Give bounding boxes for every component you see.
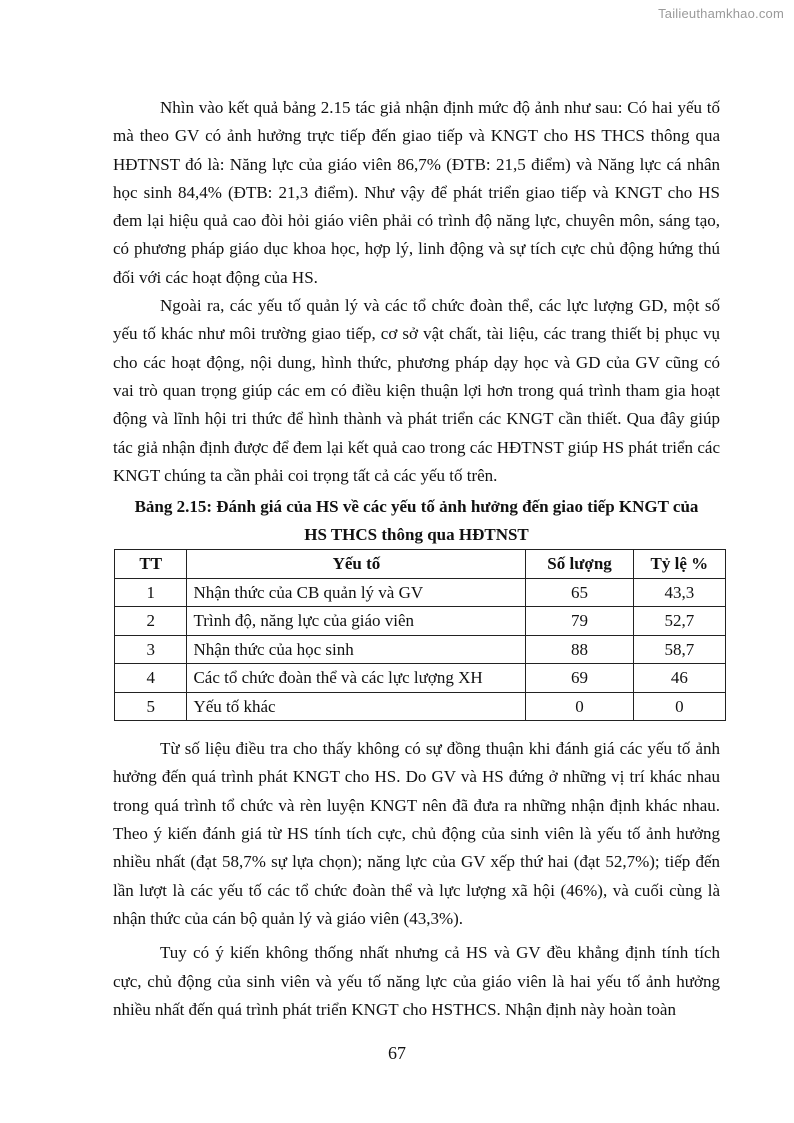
cell-tt: 5 (115, 692, 187, 721)
header-so-luong: Số lượng (526, 550, 633, 579)
cell-so-luong: 0 (526, 692, 633, 721)
cell-so-luong: 88 (526, 635, 633, 664)
cell-tt: 1 (115, 578, 187, 607)
cell-yeu-to: Trình độ, năng lực của giáo viên (187, 607, 526, 636)
cell-so-luong: 65 (526, 578, 633, 607)
table-row (115, 607, 726, 636)
cell-tt: 4 (115, 664, 187, 693)
table-caption-line-2: HS THCS thông qua HĐTNST (304, 525, 529, 545)
paragraph-2: Ngoài ra, các yếu tố quản lý và các tổ chức đoàn thể, các lực lượng GD, một số yếu tố khác như môi trường giao tiếp, cơ sở vật chất, tài liệu, các trang thiết bị phục vụ cho các hoạt động, nội dung, hình thức, phương pháp dạy học và GD của GV cũng có vai trò quan trọng giúp các em có điều kiện thuận lợi hơn trong quá trình tham gia hoạt động và lĩnh hội tri thức để hình thành và phát triển các KNGT cần thiết. Qua đây giúp tác giả nhận định được để đem lại kết quả cao trong các HĐTNST giúp HS phát triển các KNGT chúng ta cần phải coi trọng tất cả các yếu tố trên. (113, 296, 720, 485)
cell-ty-le: 58,7 (633, 635, 725, 664)
table-caption (113, 493, 720, 549)
cell-yeu-to: Nhận thức của học sinh (187, 635, 526, 664)
cell-ty-le: 43,3 (633, 578, 725, 607)
cell-ty-le: 46 (633, 664, 725, 693)
header-ty-le: Tỷ lệ % (633, 550, 725, 579)
cell-ty-le: 0 (633, 692, 725, 721)
table-row (115, 578, 726, 607)
table-row (115, 664, 726, 693)
table-row (115, 692, 726, 721)
table-row (115, 635, 726, 664)
factors-table (114, 549, 726, 721)
cell-yeu-to: Yếu tố khác (187, 692, 526, 721)
cell-tt: 2 (115, 607, 187, 636)
table-caption-line-1: Bảng 2.15: Đánh giá của HS về các yếu tố ảnh hưởng đến giao tiếp KNGT của (134, 497, 699, 517)
cell-ty-le: 52,7 (633, 607, 725, 636)
cell-tt: 3 (115, 635, 187, 664)
header-yeu-to: Yếu tố (187, 550, 526, 579)
paragraph-1: Nhìn vào kết quả bảng 2.15 tác giả nhận định mức độ ảnh như sau: Có hai yếu tố mà theo GV có ảnh hưởng trực tiếp đến giao tiếp và KNGT cho HS THCS thông qua HĐTNST đó là: Năng lực của giáo viên 86,7% (ĐTB: 21,5 điểm) và Năng lực cá nhân học sinh 84,4% (ĐTB: 21,3 điểm). Như vậy để phát triển giao tiếp và KNGT cho HS đem lại hiệu quả cao đòi hỏi giáo viên phải có trình độ năng lực, chuyên môn, sáng tạo, có phương pháp giáo dục khoa học, hợp lý, linh động và sự tích cực chủ động hứng thú đối với các hoạt động của HS. (113, 98, 720, 287)
cell-so-luong: 79 (526, 607, 633, 636)
paragraph-4: Tuy có ý kiến không thống nhất nhưng cả HS và GV đều khẳng định tính tích cực, chủ động của sinh viên và yếu tố năng lực của giáo viên là hai yếu tố ảnh hưởng nhiều nhất đến quá trình phát triển KNGT cho HSTHCS. Nhận định này hoàn toàn (113, 943, 720, 1019)
paragraph-3: Từ số liệu điều tra cho thấy không có sự đồng thuận khi đánh giá các yếu tố ảnh hưởng đến quá trình phát KNGT cho HS. Do GV và HS đứng ở những vị trí khác nhau trong quá trình tổ chức và rèn luyện KNGT nên đã đưa ra những nhận định khác nhau. Theo ý kiến đánh giá từ HS tính tích cực, chủ động của sinh viên là yếu tố ảnh hưởng nhiều nhất (đạt 58,7% sự lựa chọn); năng lực của GV xếp thứ hai (đạt 52,7%); tiếp đến lần lượt là các yếu tố các tổ chức đoàn thể và lực lượng xã hội (46%), và cuối cùng là nhận thức của cán bộ quản lý và giáo viên (43,3%). (113, 739, 720, 928)
cell-so-luong: 69 (526, 664, 633, 693)
page-number: 67 (388, 1043, 406, 1063)
cell-yeu-to: Nhận thức của CB quản lý và GV (187, 578, 526, 607)
header-tt: TT (115, 550, 187, 579)
cell-yeu-to: Các tổ chức đoàn thể và các lực lượng XH (187, 664, 526, 693)
watermark-text: Tailieuthamkhao.com (658, 6, 784, 21)
table-header-row (115, 550, 726, 579)
page-body (113, 94, 720, 1024)
